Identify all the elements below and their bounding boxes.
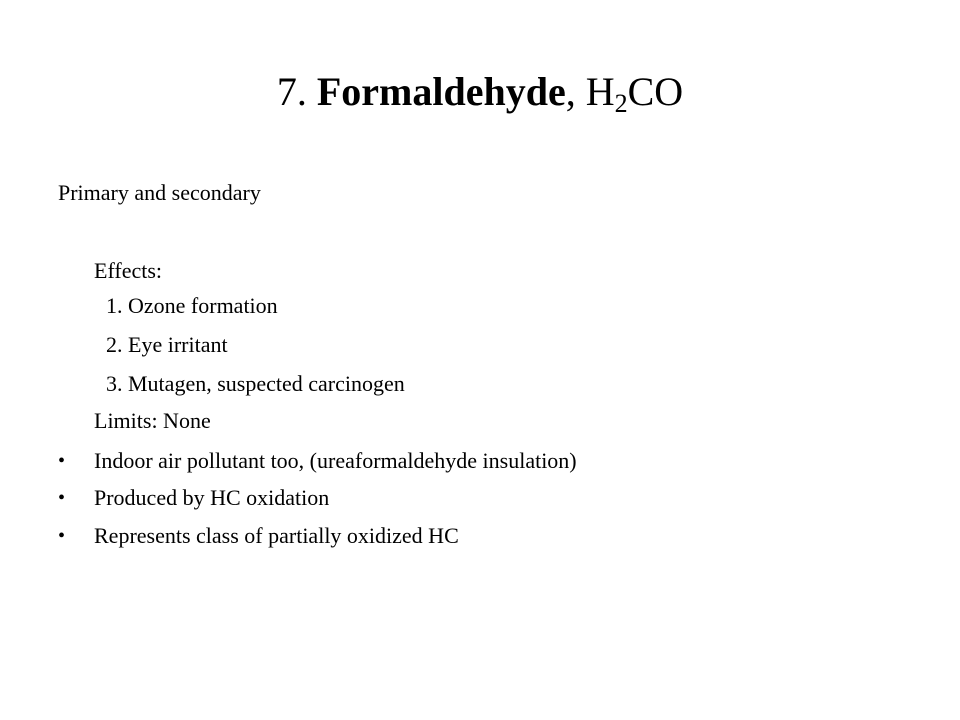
bullet-icon: •: [58, 525, 66, 547]
effect-item: 2. Eye irritant: [106, 332, 228, 357]
formula-pre: H: [585, 69, 615, 114]
effects-label: Effects:: [94, 258, 163, 283]
limits-text: Limits: None: [94, 408, 211, 433]
title-number: 7.: [276, 69, 307, 114]
bullet-item: Produced by HC oxidation: [94, 485, 330, 510]
bullet-item: Indoor air pollutant too, (ureaformaldehyde insulation): [94, 448, 577, 473]
bullet-item: Represents class of partially oxidized HC: [94, 523, 459, 548]
title-name: Formaldehyde: [316, 69, 566, 114]
intro-text: Primary and secondary: [58, 180, 261, 205]
slide-title: [0, 64, 960, 120]
effect-item: 1. Ozone formation: [106, 293, 278, 318]
bullet-icon: •: [58, 487, 66, 509]
formula-post: CO: [627, 69, 684, 114]
title-separator: ,: [565, 69, 576, 114]
formula-subscript: 2: [614, 89, 628, 118]
effect-item: 3. Mutagen, suspected carcinogen: [106, 371, 405, 396]
bullet-icon: •: [58, 450, 66, 472]
chemical-formula: [585, 69, 684, 118]
